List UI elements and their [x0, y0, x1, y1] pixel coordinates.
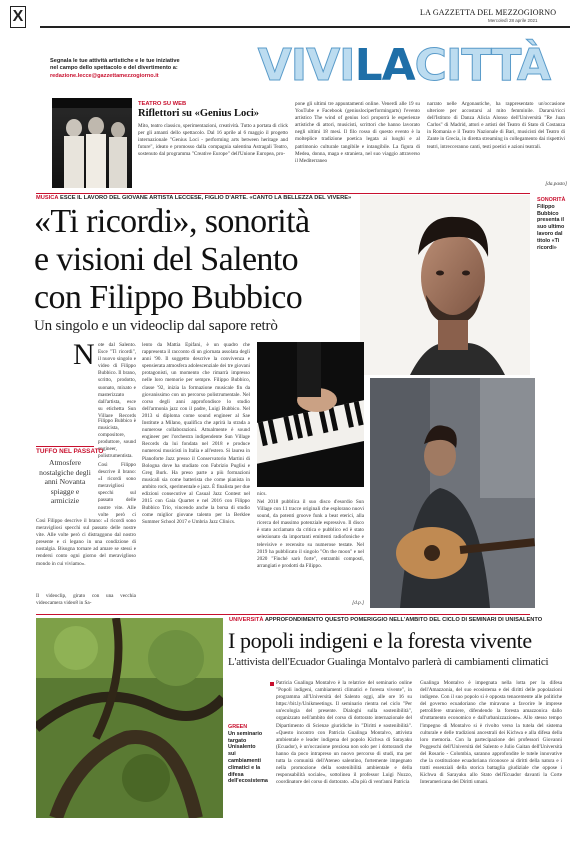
indigeni-rule: [36, 614, 530, 615]
section-title-la: LA: [354, 40, 415, 91]
bubbico-credit: [d.p.]: [352, 600, 364, 606]
performers-image: [52, 98, 132, 188]
section-title-citta: CITTÀ: [414, 40, 550, 91]
forest-photo: [36, 618, 223, 818]
indigeni-subhead: L'attivista dell'Ecuador Gualinga Montalvo parlerà di cambiamenti climatici: [228, 656, 549, 668]
bubbico-kicker-label: MUSICA: [36, 195, 59, 201]
bubbico-col-2: lento da Mattia Epifani, è un quadro che rappresenta il racconto di un giornata assolata degli anni '90. Il soggetto descrive la convivenza e spensierata atmosfera adolescenziale dei tre giovani protagonisti, un momento che rimarrà impresso nelle loro memorie per sempre. Filippo Bubbico, classe '92, inizia la formazione musicale fin da giovanissimo con un percorso polistrumentale. Nel corso degli anni approfondisce lo studio dell'armonia jazz con il padre, Luigi Bubbico. Nel 2013 si diploma come sound engineer al Sae Institute a Milano, qualifica che aprirà la strada a numerose collaborazioni. Attualmente è sound engineer per l'orchestra indipendente Sun Village Records da lui fondata nel 2018 e produce numerosi musicisti in Italia e all'estero. Si laurea in Pianoforte Jazz presso il Conservatorio Martini di Bologna dove ha studiato con Fabrizio Puglisi e Greg Burk. Ha preso parte a più formazioni musicali sia come batterista che come pianista in ambito rock, sperimentale e jazz. È finalista per due edizioni consecutive al Casual Jazz Contest nel 2015 con Gaia Quartet e nel 2016 con Filippo Bubbico Trio, vincendo anche la borsa di studio come miglior giovane talento per la Berklee Summer School 2017 e Umbria Jazz Clinics.: [142, 342, 250, 526]
bubbico-caption: [537, 197, 575, 251]
bubbico-col-3-nics: nics.: [257, 491, 267, 497]
dropcap: N: [73, 338, 95, 371]
bubbico-col-1: [36, 338, 136, 608]
indigeni-kicker: [229, 617, 542, 623]
indigeni-kicker-label: UNIVERSITÀ: [229, 617, 264, 623]
portrait-image: [360, 195, 530, 375]
notice-email[interactable]: redazione.lecce@gazzettamezzogiorno.it: [50, 72, 159, 79]
section-title-vivi: VIVI: [257, 40, 355, 91]
bubbico-headline-line-3: con Filippo Bubbico: [34, 279, 303, 316]
theatre-credit: [da.pasto]: [545, 181, 567, 187]
theatre-col-2: pone gli ultimi tre appuntamenti online. Venerdì alle 19 su YouTube e Facebook (geniuslociperformingarts) l'evento artistico The wind of genius loci proporrà le esperienze artistiche di attori, musicisti, scrittori che hanno lavorato negli ultimi 18 mesi. Il filo rosso di questo evento è la molteplice tradizione poetica legata ai luoghi e al patrimonio culturale tangibile e intangibile. La figura di Medea, donna, maga e straniera, nel suo viaggio attraverso il Mediterraneo: [295, 101, 420, 164]
piano-photo: [257, 342, 364, 487]
piano-image: [257, 342, 364, 487]
forest-image: [36, 618, 223, 818]
notice: [50, 58, 270, 80]
theatre-col-1: Mito, teatro classico, sperimentazioni, creatività. Tutto a portata di click per gli amanti dello spettacolo. Dal 16 aprile al 6 maggio il progetto internazionale "Genius Loci - performing arts between heritage and future", ideato e promosso dalla compagnia salentina Astragali Teatro, sostenuto dal programma "Creative Europe" dell'Unione Europea, pro-: [138, 123, 288, 158]
guitar-image: [370, 378, 535, 608]
corner-mark: X: [10, 6, 26, 28]
guitar-photo: [370, 378, 535, 608]
tuffo-kicker: TUFFO NEL PASSATO: [36, 448, 104, 455]
indigeni-kicker-text: APPROFONDIMENTO QUESTO POMERIGGIO NELL'AMBITO DEL CICLO DI SEMINARI DI UNISALENTO: [264, 617, 543, 623]
bubbico-kicker-text: ESCE IL LAVORO DEL GIOVANE ARTISTA LECCESE, FIGLIO D'ARTE. «CANTO LA BELLEZZA DEL VIVERE»: [60, 195, 352, 201]
bubbico-col-1-lead: ote dal Salento. Esce "Ti ricordi", il nuovo singolo e video di Filippo Bubbico. Il brano, scritto, prodotto, suonato, mixato e masterizzato dall'artista, esce su etichetta Sun Village Records: [98, 342, 136, 417]
theatre-photo: [52, 98, 132, 188]
indigeni-caption-text: Un seminario targato Unisalento sui cambiamenti climatici e la difesa dell'ecosistema: [228, 730, 268, 785]
bubbico-headline-line-2: e visioni del Salento: [34, 241, 299, 278]
indigeni-col-2: Gualinga Montalvo è impegnata nella lotta per la difesa dell'Amazzonia, del suo ecosistema e dei diritti delle popolazioni indigene. Con il suo popolo si è opposta tenacemente alle politiche del governo ecuadoriano che miravano a favorire le imprese petrolifere straniere, difendendo la foresta amazzonica dallo sfruttamento economico e dall'urbanizzazione». Allo stesso tempo l'impegno di Montalvo si è rivolto verso la tutela del sistema culturale e delle tradizioni ancestrali dei Kichwa e alla difesa della loro memoria. Con la partecipazione dei professori Giovanni Poggeschi dell'Università del Salento e Julio Gaitan dell'Università del Rosario - Colombia, saranno approfondite le tutele innovative che la costituzione ecuadoriana riconosce ai diritti della natura e i tratti essenziali della storica battaglia giudiziale che oppose i Kichwa di Sarayaku allo Stato dell'Ecuador davanti la Corte Interamericana dei Diritti umani.: [420, 680, 562, 786]
theatre-title: Riflettori su «Genius Loci»: [138, 108, 260, 119]
bubbico-col-1-d: Il videoclip, girato con una vecchia videocamera video8 in Sa-: [36, 593, 136, 607]
bubbico-headline: [34, 203, 364, 317]
bubbico-caption-label: SONORITÀ: [537, 197, 566, 203]
bubbico-col-1-b: Filippo Bubbico è musicista, compositore, produttore, sound engineer, polistrumentista.: [98, 418, 136, 460]
bubbico-kicker: [36, 195, 351, 201]
bubbico-headline-line-1: «Ti ricordi», sonorità: [34, 203, 310, 240]
bubbico-col-3: Nel 2018 pubblica il suo disco d'esordio Sun Village con 11 tracce originali che esplorano nuovi sound, da potenti groove funk a beat eterici, alla ricerca del massimo potenziale espressivo. Il disco è stato acclamato da critica e pubblico ed è stato selezionato da importanti emittenti radiofoniche e televisive e recensito su numerose testate. Nel 2019 ha pubblicato il singolo "On the moon" e nel 2020 "Finché sarò forte", entrambi composti, arrangiati e prodotti da Filippo.: [257, 499, 364, 569]
indigeni-caption-label: GREEN: [228, 724, 248, 730]
bubbico-col-1-full: Così Filippo descrive il brano: «I ricordi sono meravigliosi specchi sul passato delle nostre vite. Alle volte però ci distraggono dal nostro presente e ci legano in una condizione di nostalgia. Bisogna tornare ad amare se stessi e rendersi conto ogni giorno del meraviglioso mondo in cui viviamo».: [36, 518, 136, 567]
issue-date: Mercoledì 28 aprile 2021: [488, 18, 538, 23]
bubbico-portrait: [360, 195, 530, 375]
bubbico-caption-text: Filippo Bubbico presenta il suo ultimo lavoro dal titolo «Ti ricordi»: [537, 203, 565, 251]
indigeni-bullet: [270, 682, 274, 686]
tuffo-rule: [36, 446, 94, 447]
notice-line-1: Segnala le tue attività artistiche e le tue iniziative: [50, 58, 180, 64]
section-title: [258, 38, 550, 98]
notice-line-2: nel campo dello spettacolo e del divertimento a:: [50, 65, 178, 72]
indigeni-caption: [228, 724, 268, 785]
theatre-kicker: TEATRO SU WEB: [138, 101, 187, 107]
theatre-col-3: narrato nelle Argonautiche, ha rappresentato un'occasione ulteriore per accostarsi al mito femminile. Dararsi/ricci dell'Istituto di Danza Alicia Alonso dell'Università "Re Juan Carlos" di Madrid, attori e artisti del Teatro di Stato di Costanza in Romania e il Teatro Nazionale di Bari, musicisti del Teatro di Zante in Grecia, in diretta streaming in collegamento dai rispettivi teatri, intrecceranno canti, testi poetici e azioni teatrali.: [427, 101, 565, 150]
tuffo-text: Atmosfere nostalgiche degli anni Novanta spiagge e armicizie: [39, 458, 91, 506]
tuffo-box: [36, 446, 104, 510]
indigeni-headline: I popoli indigeni e la foresta vivente: [228, 628, 532, 653]
masthead-rule: [40, 26, 570, 28]
indigeni-col-1: Patricia Gualinga Montalvo è la relatrice del seminario online "Popoli indigeni, cambiamenti climatici e foresta vivente", in programma all'Università del Salento oggi, alle ore 16 su https://bit.ly/Unikmeetings. Il seminario rientra nel ciclo "Per un'ecologia del presente. Dialoghi sulla sostenibilità", organizzato nell'ambito del corso di dottorato internazionale del Dipartimento di Scienze giuridiche in "Diritti e sostenibilità". «Questo incontro con Patricia Gualinga Montalvo, attivista ambientale e leader indigena del popolo Kichwa di Sarayaku (Ecuador), è un'occasione preziosa non solo per i dottorandi che hanno da poco intrapreso un nuovo percorso di studi, ma per tutta la comunità dell'Ateneo salentino, fortemente impegnato nella promozione della sostenibilità ambientale e della responsabilità sociale», sottolinea il professor Luigi Nuzzo, coordinatore del corso di dottorato. «Da più di vent'anni Patricia: [276, 680, 412, 786]
paper-name: LA GAZZETTA DEL MEZZOGIORNO: [420, 8, 557, 17]
bubbico-subhead: Un singolo e un videoclip dal sapore retrò: [34, 318, 278, 334]
bubbico-rule: [36, 193, 530, 194]
bubbico-col-1-c: Così Filippo descrive il brano: «I ricordi sono meravigliosi specchi sul passato delle nostre vite. Alle volte però ci: [98, 462, 136, 518]
